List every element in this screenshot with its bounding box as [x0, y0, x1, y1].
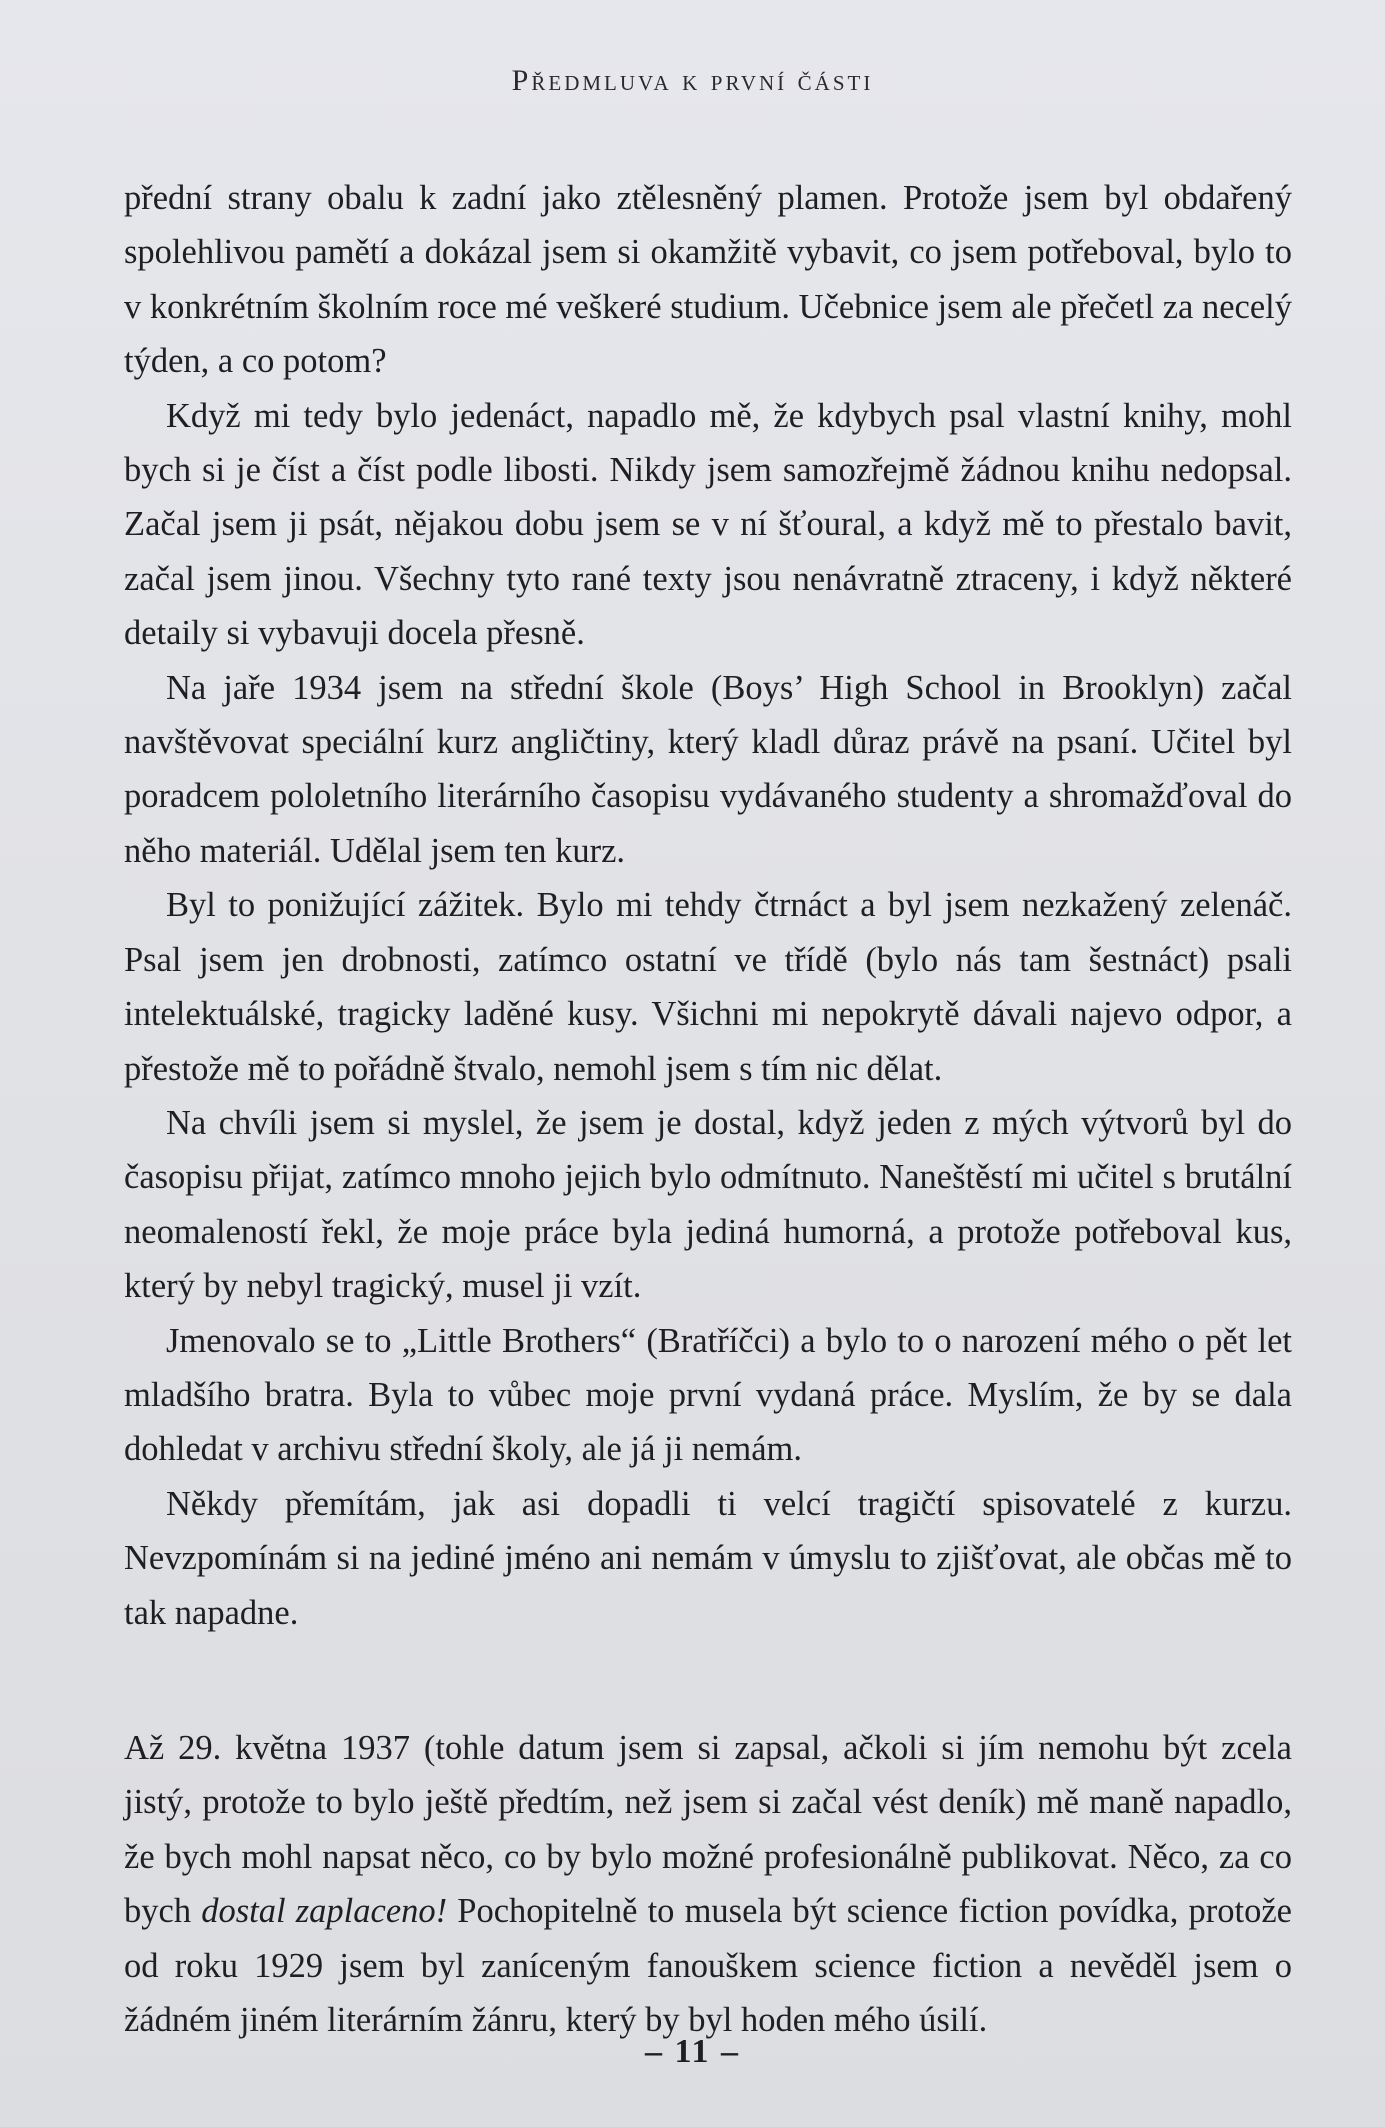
paragraph-5: Na chvíli jsem si myslel, že jsem je dostal, když jeden z mých výtvorů byl do časopisu přijat, zatímco mnoho jejich bylo odmítnuto. Naneštěstí mi učitel s brutální neomaleností řekl, že moje práce byla jediná humorná, a protože potřeboval kus, který by nebyl tragický, musel ji vzít.	[124, 1103, 1292, 1306]
paragraph-1: přední strany obalu k zadní jako ztělesněný plamen. Protože jsem byl obdařený spolehlivou pamětí a dokázal jsem si okamžitě vybavit, co jsem potřeboval, bylo to v konkrétním školním roce mé veškeré studium. Učebnice jsem ale přečetl za necelý týden, a co potom?	[124, 179, 1292, 381]
paragraph-8-start: Až 29. května 1937 (tohle datum jsem si zapsal, ačkoli si jím nemohu být zcela jistý, protože to bylo ještě předtím, než jsem si začal vést deník) mě maně napadlo, že bych mohl napsat něco, co by bylo možné profesionálně publikovat. Něco, za co bych	[124, 1728, 1292, 1931]
paragraph-3: Na jaře 1934 jsem na střední škole (Boys’ High School in Brooklyn) začal navštěvovat speciální kurz angličtiny, který kladl důraz právě na psaní. Učitel byl poradcem pololetního literárního časopisu vydávaného studenty a shromažďoval do něho materiál. Udělal jsem ten kurz.	[124, 668, 1292, 870]
body-text	[124, 171, 1292, 2047]
section-break	[124, 1640, 1292, 1721]
paragraph-8-end: Pochopitelně to musela být science fiction povídka, protože od roku 1929 jsem byl zaníceným fanouškem science fiction a nevěděl jsem o žádném jiném literárním žánru, který by byl hoden mého úsilí.	[124, 1892, 1292, 2039]
emphasis-text: dostal zaplaceno!	[201, 1892, 448, 1931]
paragraph-4: Byl to ponižující zážitek. Bylo mi tehdy čtrnáct a byl jsem nezkažený zelenáč. Psal jsem jen drobnosti, zatímco ostatní ve třídě (bylo nás tam šestnáct) psali intelektuálské, tragicky laděné kusy. Všichni mi nepokrytě dávali najevo odpor, a přestože mě to pořádně štvalo, nemohl jsem s tím nic dělat.	[124, 886, 1292, 1088]
paragraph-7: Někdy přemítám, jak asi dopadli ti velcí tragičtí spisovatelé z kurzu. Nevzpomínám si na jediné jméno ani nemám v úmyslu to zjišťovat, ale občas mě to tak napadne.	[124, 1484, 1292, 1632]
page-number: – 11 –	[644, 2033, 741, 2070]
paragraph-8	[124, 1721, 1292, 2047]
paragraph-2: Když mi tedy bylo jedenáct, napadlo mě, že kdybych psal vlastní knihy, mohl bych si je číst a číst podle libosti. Nikdy jsem samozřejmě žádnou knihu nedopsal. Začal jsem ji psát, nějakou dobu jsem se v ní šťoural, a když mě to přestalo bavit, začal jsem jinou. Všechny tyto rané texty jsou nenávratně ztraceny, i když některé detaily si vybavuji docela přesně.	[124, 396, 1292, 653]
running-head: Předmluva k první části	[511, 64, 874, 97]
paragraph-6: Jmenovalo se to „Little Brothers“ (Bratříčci) a bylo to o narození mého o pět let mladšího bratra. Byla to vůbec moje první vydaná práce. Myslím, že by se dala dohledat v archivu střední školy, ale já ji nemám.	[124, 1321, 1292, 1469]
